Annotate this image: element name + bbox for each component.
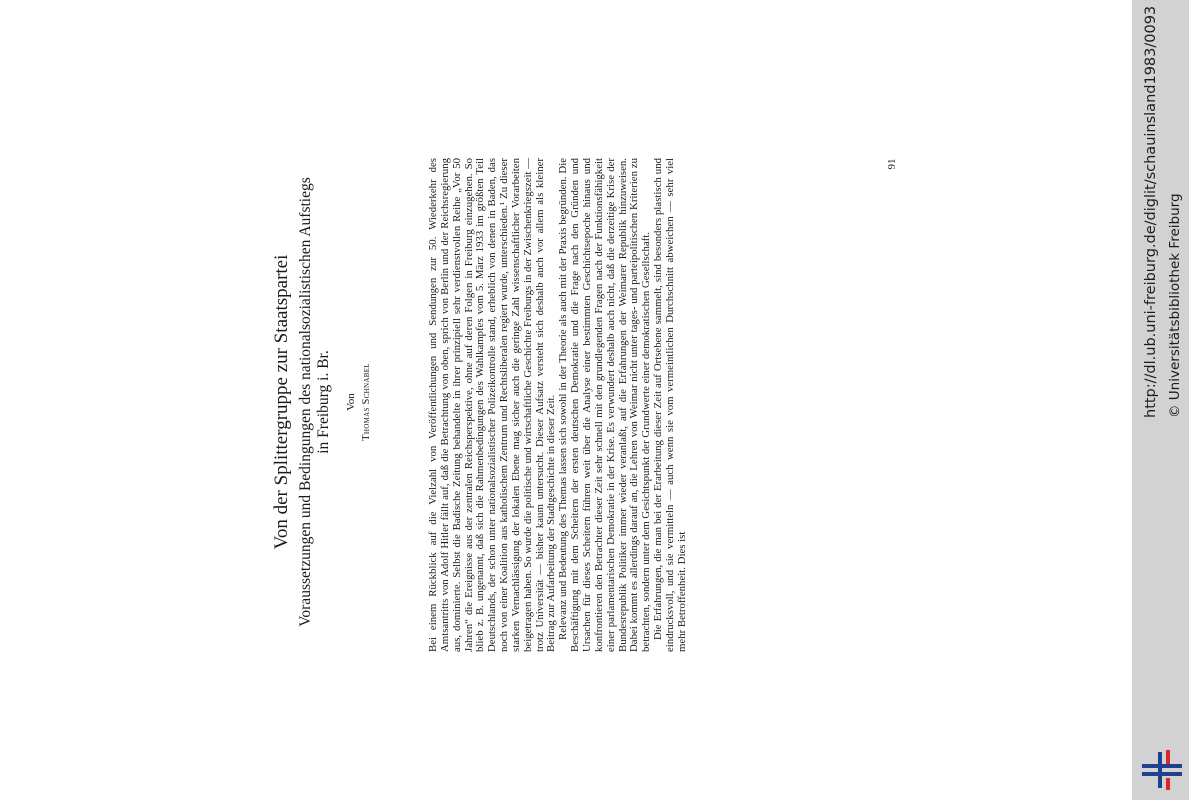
copyright-notice: © Universitätsbibliothek Freiburg (1167, 193, 1183, 418)
logo-bar-blue-3 (1158, 752, 1162, 788)
paragraph-3: Die Erfahrungen, die man bei der Erarbeitung dieser Zeit auf Ortsebene sammelt, sind besonders plastisch und eindrucksvoll, und sie vermitteln — auch wenn sie vom vermeintlichen Durchschnitt abweichen — sehr viel mehr Betroffenheit. Dies ist (652, 158, 688, 652)
article-subtitle (297, 152, 333, 652)
document-page (270, 152, 930, 652)
author-name: Thomas Schnabel (361, 363, 372, 441)
logo-bar-red-1 (1166, 750, 1170, 764)
subtitle-line-1: Voraussetzungen und Bedingungen des nationalsozialistischen Aufstiegs (297, 177, 314, 627)
byline-von: Von (345, 393, 357, 411)
article-body (428, 158, 689, 652)
article-title: Von der Splittergruppe zur Staatspartei (271, 254, 292, 550)
sidebar-text (1141, 5, 1185, 418)
page-number: 91 (886, 158, 898, 170)
subtitle-line-2: in Freiburg i. Br. (315, 350, 332, 454)
paragraph-2: Relevanz und Bedeutung des Themas lassen sich sowohl in der Theorie als auch mit der Praxis begründen. Die Beschäftigung mit dem Scheitern der ersten deutschen Demokratie und die Frage nach den Gründen und Ursachen für dieses Scheitern führen weit über die Analyse einer bestimmten Geschichtsepoche hinaus und konfrontieren den Betrachter dieser Zeit sehr schnell mit den grundlegenden Fragen nach der Funktionsfähigkeit einer parlamentarischen Demokratie in der Krise. Es verwundert deshalb auch nicht, daß die derzeitige Krise der Bundesrepublik Politiker immer wieder veranlaßt, auf die Erfahrungen der Weimarer Republik hinzuweisen. Dabei kommt es allerdings darauf an, die Lehren von Weimar nicht unter tages- und parteipolitischen Kriterien zu betrachten, sondern unter dem Gesichtspunkt der Grundwerte einer demokratischen Gesellschaft. (557, 158, 653, 652)
permalink[interactable]: http://dl.ub.uni-freiburg.de/diglit/schauinsland1983/0093 (1143, 5, 1159, 418)
ub-freiburg-logo-icon (1140, 748, 1184, 792)
logo-bar-red-2 (1166, 778, 1170, 790)
paragraph-1: Bei einem Rückblick auf die Vielzahl von Veröffentlichungen und Sendungen zur 50. Wiederkehr des Amtsantritts von Adolf Hitler fällt auf, daß die Betrachtung von oben, sprich von Berlin und der Reichsregierung aus, dominierte. Selbst die Badische Zeitung behandelte in ihrer prinzipiell sehr verdienstvollen Reihe „Vor 50 Jahren“ die Ereignisse aus der zentralen Reichsperspektive, ohne auf deren Folgen in Freiburg einzugehen. So blieb z. B. ungenannt, daß sich die Rahmenbedingungen des Wahlkampfes vom 5. März 1933 im größten Teil Deutschlands, der schon unter nationalsozialistischer Polizeikontrolle stand, erheblich von denen in Baden, das noch von einer Koalition aus katholischem Zentrum und Rechtsliberalen regiert wurde, unterschieden.¹ Zu dieser starken Vernachlässigung der lokalen Ebene mag sicher auch die geringe Zahl wissenschaftlicher Vorarbeiten beigetragen haben. So wurde die politische und wirtschaftliche Geschichte Freiburgs in der Zwischenkriegszeit — trotz Universität — bisher kaum untersucht. Dieser Aufsatz versteht sich deshalb auch vor allem als kleiner Beitrag zur Aufarbeitung der Stadtgeschichte in dieser Zeit. (427, 158, 558, 652)
